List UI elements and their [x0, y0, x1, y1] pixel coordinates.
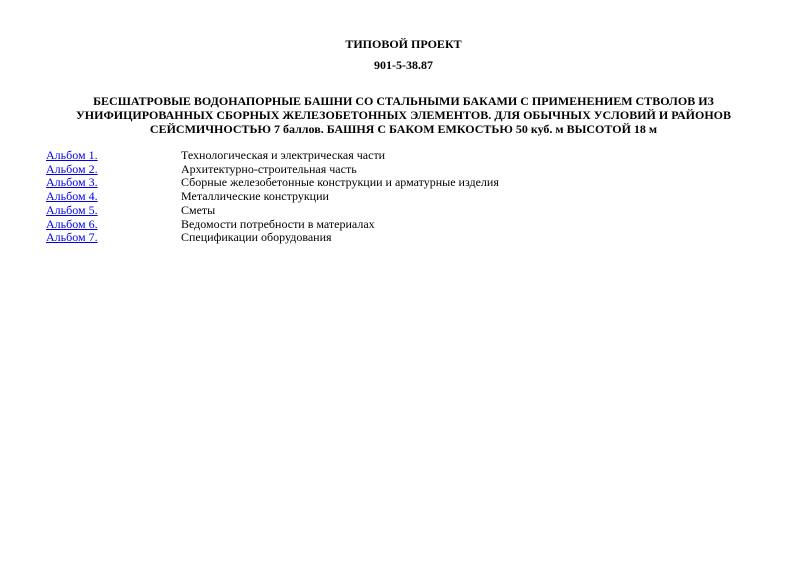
table-row [46, 149, 746, 163]
album-1-description: Технологическая и электрическая части [181, 148, 386, 162]
album-3-link[interactable]: Альбом 3. [46, 175, 98, 190]
table-row [46, 163, 746, 177]
album-6-link[interactable]: Альбом 6. [46, 216, 98, 231]
album-5-description: Сметы [181, 202, 216, 217]
albums-table [46, 149, 746, 245]
album-4-link[interactable]: Альбом 4. [46, 189, 98, 204]
album-2-link[interactable]: Альбом 2. [46, 161, 98, 176]
document-title: БЕСШАТРОВЫЕ ВОДОНАПОРНЫЕ БАШНИ СО СТАЛЬНЫМИ БАКАМИ С ПРИМЕНЕНИЕМ СТВОЛОВ ИЗ УНИФИЦИРОВАННЫХ СБОРНЫХ ЖЕЛЕЗОБЕТОННЫХ ЭЛЕМЕНТОВ. ДЛЯ ОБЫЧНЫХ УСЛОВИЙ И РАЙОНОВ СЕЙСМИЧНОСТЬЮ 7 баллов. БАШНЯ С БАКОМ ЕМКОСТЬЮ 50 куб. м ВЫСОТОЙ 18 м [75, 94, 731, 136]
table-row [46, 204, 746, 218]
album-1-link[interactable]: Альбом 1. [46, 148, 98, 162]
document-type-heading: ТИПОВОЙ ПРОЕКТ [345, 37, 462, 51]
album-5-link[interactable]: Альбом 5. [46, 202, 98, 217]
album-7-link[interactable]: Альбом 7. [46, 230, 98, 245]
table-row [46, 218, 746, 232]
album-4-description: Металлические конструкции [181, 189, 329, 204]
table-row [46, 231, 746, 245]
table-row [46, 190, 746, 204]
table-row [46, 176, 746, 190]
album-6-description: Ведомости потребности в материалах [181, 216, 375, 231]
document-code: 901-5-38.87 [374, 58, 433, 72]
album-2-description: Архитектурно-строительная часть [181, 161, 357, 176]
album-3-description: Сборные железобетонные конструкции и арматурные изделия [181, 175, 499, 190]
album-7-description: Спецификации оборудования [181, 230, 332, 245]
